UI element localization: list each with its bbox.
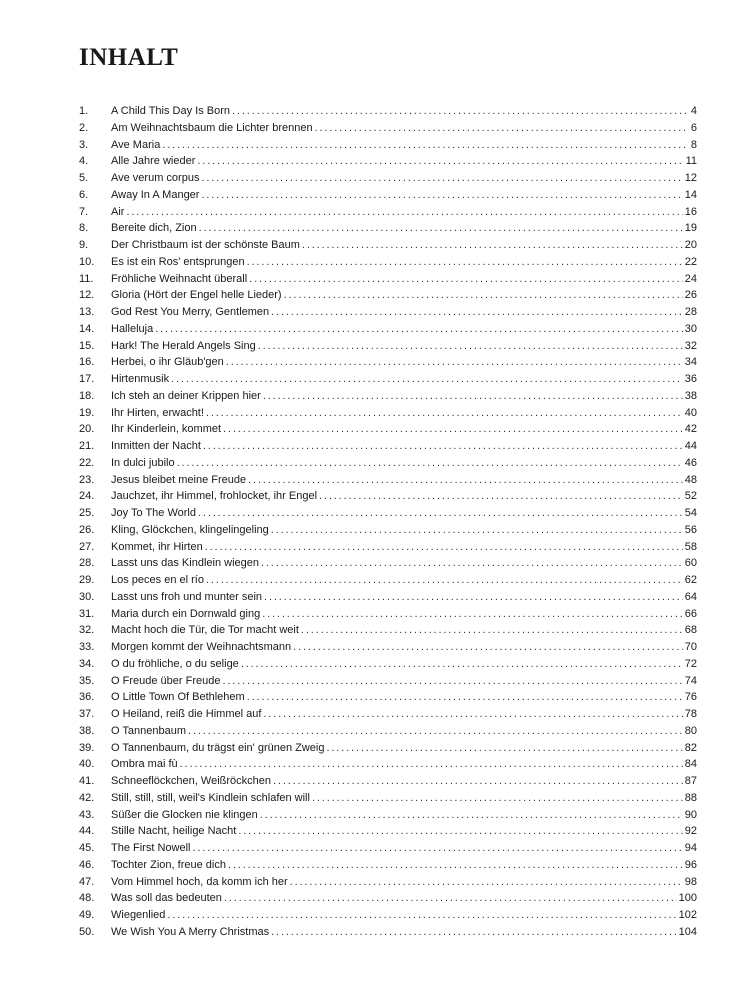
toc-entry-page: 40 bbox=[684, 406, 697, 419]
toc-entry bbox=[79, 455, 697, 472]
toc-leader-dots bbox=[248, 472, 683, 489]
toc-entry-title: Ombra mai fù bbox=[111, 758, 178, 771]
page-title: INHALT bbox=[79, 44, 179, 71]
toc-entry-number: 13. bbox=[79, 306, 95, 318]
toc-entry-title: Süßer die Glocken nie klingen bbox=[111, 808, 258, 821]
toc-entry-page: 82 bbox=[684, 741, 697, 754]
toc-leader-dots bbox=[228, 857, 683, 874]
toc-entry bbox=[79, 254, 697, 271]
toc-entry-title: O Freude über Freude bbox=[111, 674, 221, 687]
toc-entry-page: 76 bbox=[684, 691, 697, 704]
toc-entry-page: 98 bbox=[684, 875, 697, 888]
toc-entry-title: Kling, Glöckchen, klingelingeling bbox=[111, 523, 269, 536]
toc-entry-number: 11. bbox=[79, 272, 94, 285]
toc-leader-dots bbox=[271, 522, 683, 539]
toc-entry-number: 48. bbox=[79, 892, 95, 905]
toc-entry-title: Ich steh an deiner Krippen hier bbox=[111, 389, 261, 402]
toc-leader-dots bbox=[301, 622, 683, 639]
toc-entry bbox=[79, 539, 697, 556]
toc-entry bbox=[79, 589, 697, 606]
toc-entry-page: 8 bbox=[690, 138, 697, 151]
toc-entry-number: 35. bbox=[79, 674, 95, 687]
toc-entry bbox=[79, 572, 697, 589]
toc-leader-dots bbox=[232, 103, 689, 120]
toc-entry-page: 54 bbox=[684, 507, 697, 519]
toc-entry-page: 72 bbox=[684, 657, 697, 670]
toc-leader-dots bbox=[312, 790, 683, 807]
toc-entry bbox=[79, 723, 697, 740]
toc-entry-page: 24 bbox=[684, 272, 697, 285]
toc-entry-number: 44. bbox=[79, 825, 95, 838]
toc-entry-page: 62 bbox=[684, 574, 697, 586]
toc-entry-title: Wiegenlied bbox=[111, 909, 166, 921]
toc-entry bbox=[79, 673, 697, 690]
toc-entry-number: 43. bbox=[79, 808, 95, 821]
toc-leader-dots bbox=[126, 204, 682, 221]
toc-entry-number: 2. bbox=[79, 121, 89, 134]
toc-entry-page: 42 bbox=[684, 423, 697, 436]
toc-entry bbox=[79, 740, 697, 757]
toc-entry-title: Alle Jahre wieder bbox=[111, 155, 196, 168]
toc-leader-dots bbox=[180, 756, 683, 773]
toc-entry-number: 28. bbox=[79, 557, 95, 570]
toc-leader-dots bbox=[167, 907, 676, 924]
toc-entry-number: 41. bbox=[79, 775, 95, 787]
toc-entry-page: 34 bbox=[684, 356, 697, 369]
toc-entry-title: God Rest You Merry, Gentlemen bbox=[111, 306, 270, 318]
toc-entry-page: 100 bbox=[678, 892, 697, 905]
table-of-contents bbox=[79, 103, 697, 941]
toc-entry-page: 70 bbox=[684, 641, 697, 653]
toc-entry-page: 14 bbox=[684, 188, 697, 201]
toc-entry-page: 58 bbox=[684, 540, 697, 553]
toc-leader-dots bbox=[260, 807, 683, 824]
toc-leader-dots bbox=[201, 187, 682, 204]
toc-entry-page: 84 bbox=[684, 758, 697, 771]
toc-entry bbox=[79, 220, 697, 237]
toc-entry-number: 29. bbox=[79, 574, 95, 586]
toc-entry-title: Tochter Zion, freue dich bbox=[111, 858, 226, 871]
toc-entry-title: Ihr Kinderlein, kommet bbox=[111, 423, 222, 436]
toc-entry-page: 94 bbox=[684, 842, 697, 854]
toc-entry-title: Ihr Hirten, erwacht! bbox=[111, 406, 204, 419]
toc-entry-title: The First Nowell bbox=[111, 842, 191, 854]
toc-leader-dots bbox=[206, 405, 683, 422]
toc-entry-number: 1. bbox=[79, 105, 89, 117]
toc-entry-page: 28 bbox=[684, 306, 697, 318]
toc-entry-title: Jesus bleibet meine Freude bbox=[111, 473, 247, 486]
toc-entry bbox=[79, 840, 697, 857]
toc-leader-dots bbox=[262, 606, 683, 623]
toc-entry bbox=[79, 371, 697, 388]
toc-leader-dots bbox=[201, 170, 682, 187]
toc-entry-title: Hirtenmusik bbox=[111, 373, 170, 385]
toc-entry bbox=[79, 823, 697, 840]
toc-entry-title: Der Christbaum ist der schönste Baum bbox=[111, 239, 300, 251]
toc-entry bbox=[79, 304, 697, 321]
toc-entry-number: 38. bbox=[79, 724, 95, 737]
toc-entry-page: 104 bbox=[678, 925, 697, 938]
toc-entry bbox=[79, 907, 697, 924]
toc-entry-number: 49. bbox=[79, 909, 95, 921]
toc-leader-dots bbox=[263, 706, 682, 723]
toc-leader-dots bbox=[293, 639, 683, 656]
toc-leader-dots bbox=[197, 153, 683, 170]
toc-leader-dots bbox=[177, 455, 683, 472]
toc-leader-dots bbox=[264, 589, 683, 606]
toc-leader-dots bbox=[247, 689, 683, 706]
toc-leader-dots bbox=[273, 773, 683, 790]
toc-entry-page: 92 bbox=[684, 825, 697, 838]
toc-leader-dots bbox=[224, 890, 677, 907]
toc-entry bbox=[79, 120, 697, 137]
toc-leader-dots bbox=[205, 539, 683, 556]
toc-leader-dots bbox=[263, 388, 683, 405]
toc-entry bbox=[79, 321, 697, 338]
toc-entry bbox=[79, 522, 697, 539]
toc-entry-title: Fröhliche Weihnacht überall bbox=[111, 272, 248, 285]
toc-entry-title: Away In A Manger bbox=[111, 188, 200, 201]
toc-entry-page: 4 bbox=[690, 105, 697, 117]
toc-leader-dots bbox=[203, 438, 683, 455]
toc-entry bbox=[79, 756, 697, 773]
toc-entry bbox=[79, 153, 697, 170]
toc-leader-dots bbox=[171, 371, 683, 388]
toc-leader-dots bbox=[192, 840, 682, 857]
toc-entry-title: Halleluja bbox=[111, 322, 154, 335]
toc-entry-title: O Tannenbaum bbox=[111, 724, 187, 737]
toc-entry-number: 12. bbox=[79, 289, 95, 302]
toc-entry-page: 30 bbox=[684, 322, 697, 335]
toc-entry bbox=[79, 890, 697, 907]
toc-entry bbox=[79, 924, 697, 941]
toc-entry-title: Gloria (Hört der Engel helle Lieder) bbox=[111, 289, 282, 302]
toc-entry bbox=[79, 204, 697, 221]
toc-entry bbox=[79, 338, 697, 355]
toc-entry-number: 45. bbox=[79, 842, 95, 854]
toc-leader-dots bbox=[222, 673, 682, 690]
toc-entry-title: O Little Town Of Bethlehem bbox=[111, 691, 245, 704]
toc-leader-dots bbox=[284, 287, 683, 304]
toc-leader-dots bbox=[226, 354, 683, 371]
toc-entry-number: 19. bbox=[79, 406, 95, 419]
toc-entry-page: 80 bbox=[684, 724, 697, 737]
toc-entry bbox=[79, 706, 697, 723]
toc-entry-number: 7. bbox=[79, 205, 89, 218]
toc-leader-dots bbox=[326, 740, 682, 757]
toc-entry-title: Was soll das bedeuten bbox=[111, 892, 222, 905]
toc-leader-dots bbox=[241, 656, 683, 673]
toc-entry bbox=[79, 103, 697, 120]
toc-entry-page: 22 bbox=[684, 255, 697, 268]
toc-leader-dots bbox=[155, 321, 683, 338]
toc-entry-title: Los peces en el río bbox=[111, 574, 204, 586]
toc-leader-dots bbox=[271, 304, 683, 321]
toc-entry-page: 20 bbox=[684, 239, 697, 251]
toc-entry-number: 16. bbox=[79, 356, 95, 369]
toc-entry bbox=[79, 237, 697, 254]
toc-entry-page: 90 bbox=[684, 808, 697, 821]
toc-leader-dots bbox=[315, 120, 689, 137]
toc-entry-title: Lasst uns froh und munter sein bbox=[111, 590, 263, 603]
toc-entry-number: 40. bbox=[79, 758, 95, 771]
toc-entry bbox=[79, 773, 697, 790]
toc-entry-page: 12 bbox=[684, 172, 697, 184]
toc-entry-page: 52 bbox=[684, 490, 697, 503]
toc-entry-number: 8. bbox=[79, 222, 89, 235]
toc-leader-dots bbox=[198, 505, 683, 522]
toc-entry-number: 27. bbox=[79, 540, 95, 553]
toc-entry-title: Bereite dich, Zion bbox=[111, 222, 197, 235]
toc-leader-dots bbox=[247, 254, 683, 271]
toc-entry-number: 14. bbox=[79, 322, 95, 335]
toc-entry-page: 87 bbox=[684, 775, 697, 787]
toc-entry-number: 42. bbox=[79, 791, 95, 804]
toc-entry-title: In dulci jubilo bbox=[111, 456, 175, 469]
toc-leader-dots bbox=[223, 421, 683, 438]
toc-entry bbox=[79, 405, 697, 422]
toc-entry-title: Still, still, still, weil's Kindlein schlafen will bbox=[111, 791, 310, 804]
toc-entry bbox=[79, 656, 697, 673]
toc-entry bbox=[79, 505, 697, 522]
toc-entry-number: 5. bbox=[79, 172, 89, 184]
toc-entry bbox=[79, 555, 697, 572]
toc-entry-number: 18. bbox=[79, 389, 95, 402]
toc-entry-number: 25. bbox=[79, 507, 95, 519]
toc-entry-page: 102 bbox=[678, 909, 697, 921]
toc-entry-number: 10. bbox=[79, 255, 95, 268]
toc-entry-title: Morgen kommt der Weihnachtsmann bbox=[111, 641, 292, 653]
toc-entry-number: 36. bbox=[79, 691, 95, 704]
toc-entry-number: 26. bbox=[79, 523, 95, 536]
toc-entry-number: 32. bbox=[79, 624, 95, 637]
toc-entry-page: 11 bbox=[685, 155, 697, 168]
toc-entry-page: 56 bbox=[684, 523, 697, 536]
toc-leader-dots bbox=[162, 137, 689, 154]
toc-entry-title: O du fröhliche, o du selige bbox=[111, 657, 239, 670]
toc-entry-number: 17. bbox=[79, 373, 95, 385]
toc-entry-title: Jauchzet, ihr Himmel, frohlocket, ihr Engel bbox=[111, 490, 318, 503]
toc-leader-dots bbox=[302, 237, 683, 254]
toc-entry-title: O Tannenbaum, du trägst ein' grünen Zweig bbox=[111, 741, 325, 754]
toc-entry-number: 39. bbox=[79, 741, 95, 754]
toc-entry bbox=[79, 472, 697, 489]
toc-entry-page: 78 bbox=[684, 708, 697, 720]
toc-entry-page: 19 bbox=[684, 222, 697, 235]
toc-entry-page: 44 bbox=[684, 440, 697, 452]
toc-entry-page: 64 bbox=[684, 590, 697, 603]
toc-entry bbox=[79, 639, 697, 656]
toc-entry bbox=[79, 287, 697, 304]
toc-entry bbox=[79, 606, 697, 623]
toc-entry-number: 20. bbox=[79, 423, 95, 436]
toc-entry bbox=[79, 271, 697, 288]
toc-entry-page: 74 bbox=[684, 674, 697, 687]
toc-entry bbox=[79, 807, 697, 824]
toc-entry-title: Air bbox=[111, 205, 125, 218]
toc-entry bbox=[79, 689, 697, 706]
toc-entry-number: 22. bbox=[79, 456, 95, 469]
toc-entry-title: Es ist ein Ros' entsprungen bbox=[111, 255, 245, 268]
toc-entry-title: Lasst uns das Kindlein wiegen bbox=[111, 557, 259, 570]
toc-entry bbox=[79, 421, 697, 438]
toc-entry-title: Inmitten der Nacht bbox=[111, 440, 201, 452]
toc-entry-page: 66 bbox=[684, 607, 697, 620]
toc-entry-page: 88 bbox=[684, 791, 697, 804]
toc-entry-title: Herbei, o ihr Gläub'gen bbox=[111, 356, 224, 369]
toc-entry-number: 15. bbox=[79, 339, 95, 352]
toc-entry-number: 9. bbox=[79, 239, 89, 251]
toc-entry-page: 32 bbox=[684, 339, 697, 352]
toc-entry-title: Stille Nacht, heilige Nacht bbox=[111, 825, 237, 838]
toc-leader-dots bbox=[188, 723, 683, 740]
toc-entry-title: Ave Maria bbox=[111, 138, 161, 151]
toc-entry-number: 46. bbox=[79, 858, 95, 871]
toc-entry bbox=[79, 438, 697, 455]
toc-entry-page: 6 bbox=[690, 121, 697, 134]
toc-entry-title: Maria durch ein Dornwald ging bbox=[111, 607, 261, 620]
toc-entry-number: 47. bbox=[79, 875, 95, 888]
toc-entry-page: 60 bbox=[684, 557, 697, 570]
toc-entry-number: 3. bbox=[79, 138, 89, 151]
toc-entry bbox=[79, 354, 697, 371]
toc-entry-title: Kommet, ihr Hirten bbox=[111, 540, 203, 553]
toc-entry-number: 30. bbox=[79, 590, 95, 603]
toc-entry-number: 31. bbox=[79, 607, 95, 620]
toc-entry bbox=[79, 170, 697, 187]
toc-entry-page: 48 bbox=[684, 473, 697, 486]
toc-entry-number: 21. bbox=[79, 440, 95, 452]
toc-entry-number: 24. bbox=[79, 490, 95, 503]
toc-entry-title: A Child This Day Is Born bbox=[111, 105, 231, 117]
toc-entry-page: 16 bbox=[684, 205, 697, 218]
toc-entry-title: Macht hoch die Tür, die Tor macht weit bbox=[111, 624, 299, 637]
toc-entry bbox=[79, 137, 697, 154]
toc-entry bbox=[79, 790, 697, 807]
toc-entry-title: Ave verum corpus bbox=[111, 172, 200, 184]
toc-entry-title: Joy To The World bbox=[111, 507, 196, 519]
toc-leader-dots bbox=[206, 572, 683, 589]
toc-entry-page: 36 bbox=[684, 373, 697, 385]
toc-entry-number: 33. bbox=[79, 641, 95, 653]
toc-entry bbox=[79, 388, 697, 405]
toc-leader-dots bbox=[199, 220, 683, 237]
toc-entry-number: 4. bbox=[79, 155, 89, 168]
toc-entry-page: 68 bbox=[684, 624, 697, 637]
toc-leader-dots bbox=[249, 271, 683, 288]
toc-leader-dots bbox=[271, 924, 677, 941]
toc-entry bbox=[79, 622, 697, 639]
toc-entry bbox=[79, 488, 697, 505]
toc-entry-page: 26 bbox=[684, 289, 697, 302]
toc-entry-page: 46 bbox=[684, 456, 697, 469]
toc-entry-title: Vom Himmel hoch, da komm ich her bbox=[111, 875, 288, 888]
toc-entry-number: 50. bbox=[79, 925, 95, 938]
toc-entry-title: Hark! The Herald Angels Sing bbox=[111, 339, 256, 352]
toc-entry-page: 96 bbox=[684, 858, 697, 871]
toc-entry bbox=[79, 874, 697, 891]
toc-leader-dots bbox=[238, 823, 682, 840]
toc-entry-number: 6. bbox=[79, 188, 89, 201]
toc-entry-number: 23. bbox=[79, 473, 95, 486]
toc-entry-title: O Heiland, reiß die Himmel auf bbox=[111, 708, 262, 720]
toc-leader-dots bbox=[319, 488, 683, 505]
toc-entry bbox=[79, 187, 697, 204]
toc-leader-dots bbox=[290, 874, 683, 891]
toc-entry-title: We Wish You A Merry Christmas bbox=[111, 925, 270, 938]
toc-leader-dots bbox=[261, 555, 683, 572]
toc-entry-title: Schneeflöckchen, Weißröckchen bbox=[111, 775, 271, 787]
toc-entry-number: 34. bbox=[79, 657, 95, 670]
toc-leader-dots bbox=[258, 338, 683, 355]
toc-entry-page: 38 bbox=[684, 389, 697, 402]
toc-entry-number: 37. bbox=[79, 708, 95, 720]
toc-entry bbox=[79, 857, 697, 874]
toc-entry-title: Am Weihnachtsbaum die Lichter brennen bbox=[111, 121, 313, 134]
